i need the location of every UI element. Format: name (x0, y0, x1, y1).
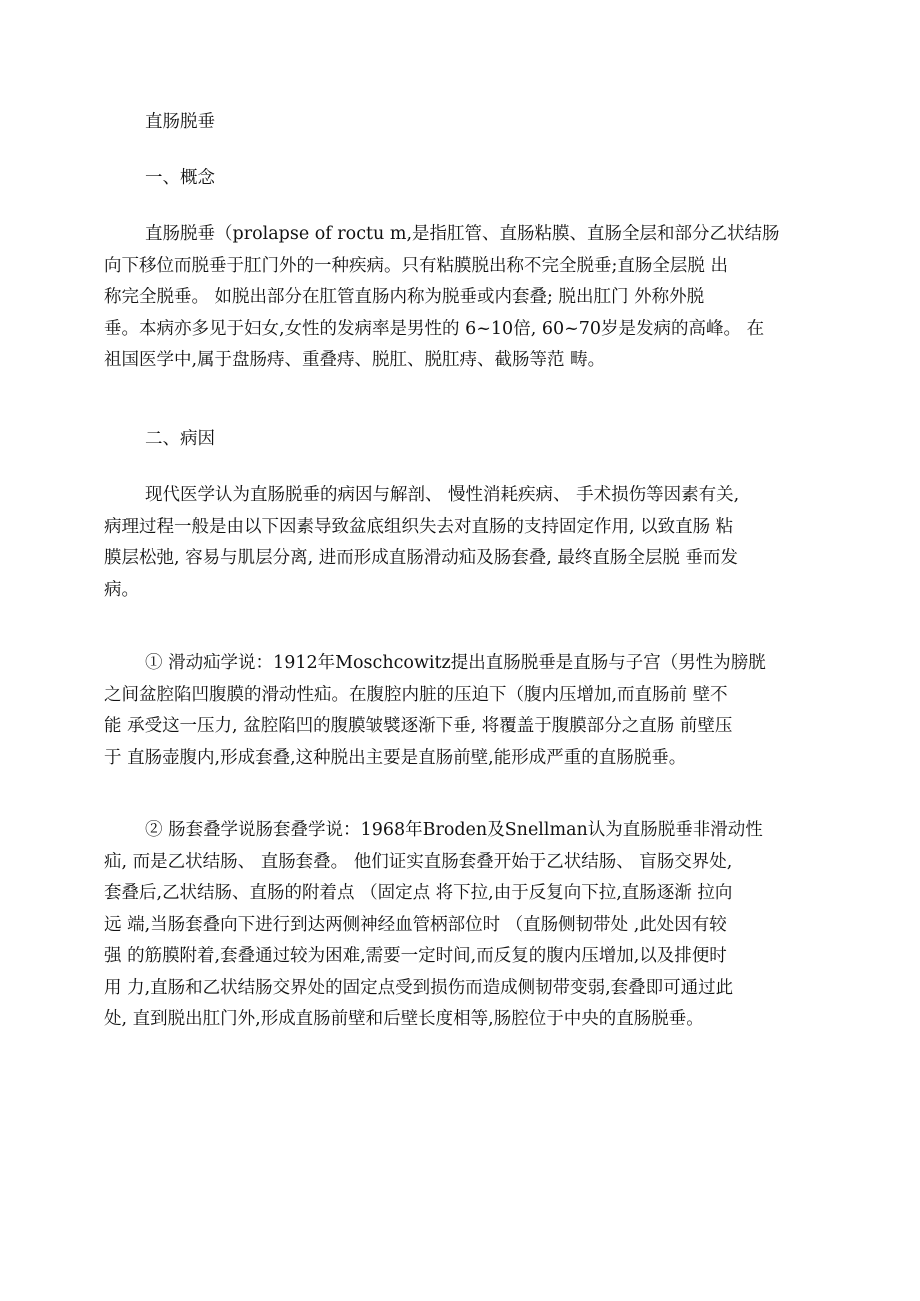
paragraph-line: 膜层松弛, 容易与肌层分离, 进而形成直肠滑动疝及肠套叠, 最终直肠全层脱 垂而发 (104, 548, 738, 568)
paragraph-line: 垂。本病亦多见于妇女,女性的发病率是男性的 6~10倍, 60~70岁是发病的高峰。 在 (104, 318, 765, 339)
paragraph-line: 祖国医学中,属于盘肠痔、重叠痔、脱肛、脱肛痔、截肠等范 畴。 (104, 350, 606, 370)
paragraph-line: 现代医学认为直肠脱垂的病因与解剖、 慢性消耗疾病、 手术损伤等因素有关, (145, 485, 740, 505)
paragraph-line: ① 滑动疝学说：1912年Moschcowitz提出直肠脱垂是直肠与子宫（男性为膀胱 (145, 653, 766, 673)
paragraph-line: 套叠后,乙状结肠、直肠的附着点 （固定点 将下拉,由于反复向下拉,直肠逐渐 拉向 (104, 883, 733, 903)
paragraph-line: 向下移位而脱垂于肛门外的一种疾病。只有粘膜脱出称不完全脱垂;直肠全层脱 出 (104, 255, 728, 276)
sliding-hernia-theory-paragraph (104, 648, 820, 774)
paragraph-line: 远 端,当肠套叠向下进行到达两侧神经血管柄部位时 （直肠侧韧带处 ,此处因有较 (104, 914, 727, 935)
paragraph-line: 处, 直到脱出肛门外,形成直肠前壁和后壁长度相等,肠腔位于中央的直肠脱垂。 (104, 1009, 704, 1029)
section-heading-concept: 一、概念 (145, 168, 215, 188)
paragraph-line: 强 的筋膜附着,套叠通过较为困难,需要一定时间,而反复的腹内压增加,以及排便时 (104, 946, 727, 966)
paragraph-line: 病。 (104, 579, 139, 600)
paragraph-line: 用 力,直肠和乙状结肠交界处的固定点受到损伤而造成侧韧带变弱,套叠即可通过此 (104, 977, 734, 998)
section-heading-etiology: 二、病因 (145, 429, 215, 449)
concept-paragraph (104, 219, 820, 377)
paragraph-line: 于 直肠壶腹内,形成套叠,这种脱出主要是直肠前壁,能形成严重的直肠脱垂。 (104, 747, 687, 768)
paragraph-line: ② 肠套叠学说肠套叠学说：1968年Broden及Snellman认为直肠脱垂非滑动性 (145, 820, 763, 840)
paragraph-line: 之间盆腔陷凹腹膜的滑动性疝。在腹腔内脏的压迫下（腹内压增加,而直肠前 壁不 (104, 684, 728, 705)
paragraph-line: 称完全脱垂。 如脱出部分在肛管直肠内称为脱垂或内套叠; 脱出肛门 外称外脱 (104, 287, 705, 307)
paragraph-line: 疝, 而是乙状结肠、 直肠套叠。 他们证实直肠套叠开始于乙状结肠、 盲肠交界处, (104, 851, 733, 872)
paragraph-line: 能 承受这一压力, 盆腔陷凹的腹膜皱襞逐渐下垂, 将覆盖于腹膜部分之直肠 前壁压 (104, 716, 733, 736)
etiology-intro-paragraph (104, 480, 820, 606)
paragraph-line: 病理过程一般是由以下因素导致盆底组织失去对直肠的支持固定作用, 以致直肠 粘 (104, 516, 734, 537)
intussusception-theory-paragraph (104, 815, 820, 1036)
paragraph-line: 直肠脱垂（prolapse of roctu m,是指肛管、直肠粘膜、直肠全层和部分乙状结肠 (145, 224, 780, 244)
document-title: 直肠脱垂 (145, 112, 215, 132)
